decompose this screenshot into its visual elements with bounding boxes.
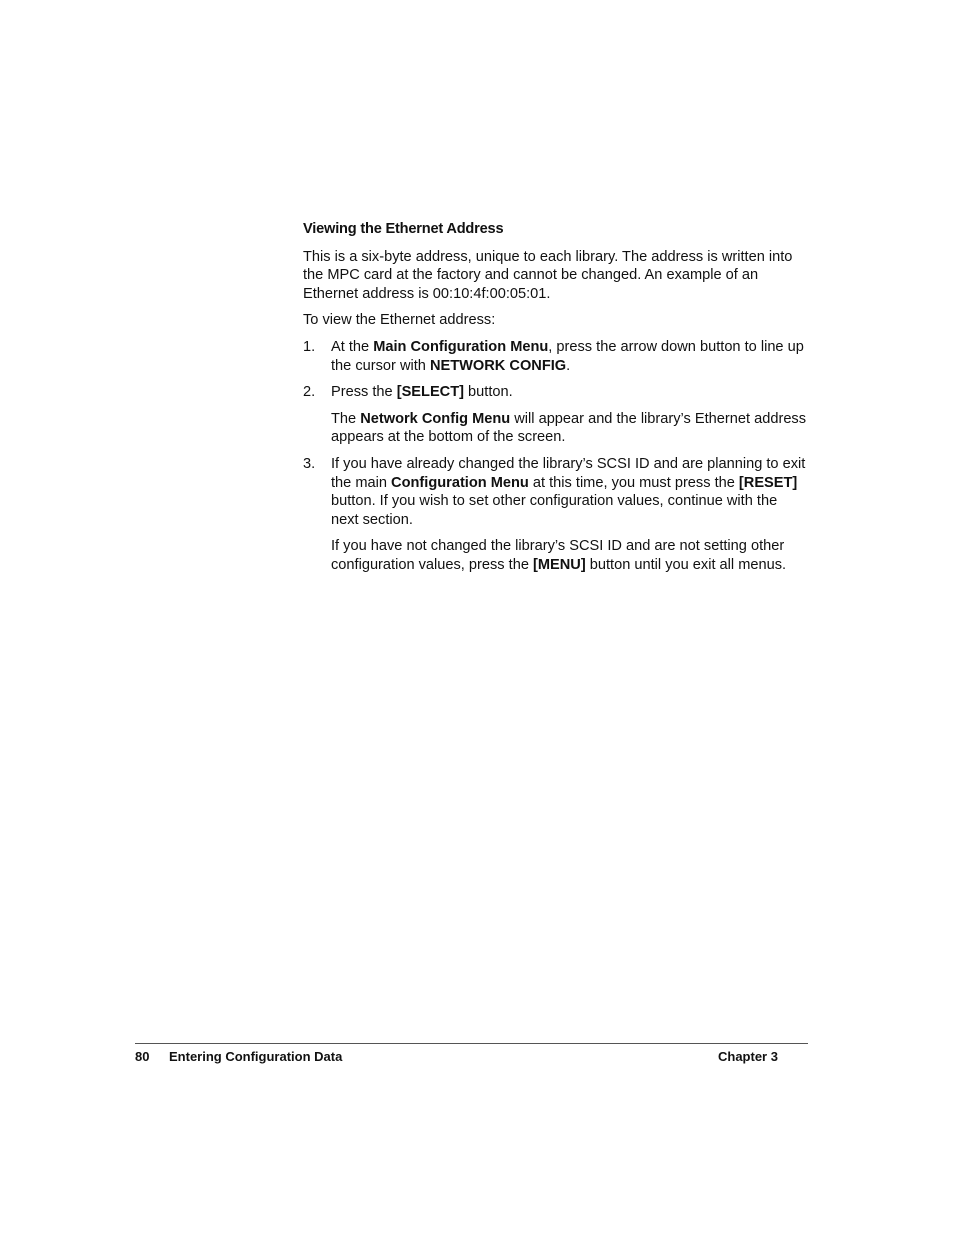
step-3-note xyxy=(331,537,808,574)
intro-paragraph: This is a six-byte address, unique to each library. The address is written into the MPC card at the factory and cannot be changed. An example of an Ethernet address is 00:10:4f:00:05:01. xyxy=(303,248,793,302)
step-number: 2. xyxy=(303,384,316,401)
step-3 xyxy=(303,455,808,529)
button-name: [RESET] xyxy=(738,474,798,491)
step-2-note xyxy=(331,410,808,447)
footer-page-number: 80 xyxy=(135,1049,150,1064)
step-text-part: at this time, you must press the xyxy=(528,474,739,491)
footer-divider xyxy=(135,1043,808,1044)
step-2 xyxy=(303,383,808,402)
page-content xyxy=(303,220,808,583)
note-text-part: The xyxy=(331,410,361,427)
steps-lead-in: To view the Ethernet address: xyxy=(303,312,496,329)
note-text-part: If you have not changed the library’s SCSI ID and are not setting other configuration values, press the xyxy=(331,538,785,573)
step-text-part: At the xyxy=(331,338,374,355)
step-text-part: If you have already changed the library’s SCSI ID and are planning to exit the main xyxy=(331,455,806,491)
button-name: [MENU] xyxy=(533,556,586,573)
footer-chapter-title: Entering Configuration Data xyxy=(169,1049,343,1064)
step-text-part: Press the xyxy=(331,384,397,401)
step-text xyxy=(331,338,808,375)
step-text-part: . xyxy=(566,357,571,374)
step-number: 1. xyxy=(303,338,316,355)
step-text xyxy=(331,383,808,402)
step-text-part: , press the arrow down button to line up the cursor with xyxy=(331,338,804,374)
footer-chapter-label: Chapter 3 xyxy=(718,1049,778,1064)
button-name: [SELECT] xyxy=(396,384,464,401)
menu-name: Configuration Menu xyxy=(391,474,529,491)
step-text xyxy=(331,455,808,529)
note-text-part: will appear and the library’s Ethernet address appears at the bottom of the screen. xyxy=(331,410,807,446)
menu-name: Network Config Menu xyxy=(360,410,511,427)
step-number: 3. xyxy=(303,455,316,472)
step-1 xyxy=(303,338,808,375)
section-heading: Viewing the Ethernet Address xyxy=(303,221,504,237)
menu-option: NETWORK CONFIG xyxy=(429,357,567,374)
step-text-part: button. If you wish to set other configuration values, continue with the next section. xyxy=(331,493,778,528)
note-text-part: button until you exit all menus. xyxy=(585,556,787,573)
menu-name: Main Configuration Menu xyxy=(373,338,549,355)
step-text-part: button. xyxy=(464,384,513,401)
